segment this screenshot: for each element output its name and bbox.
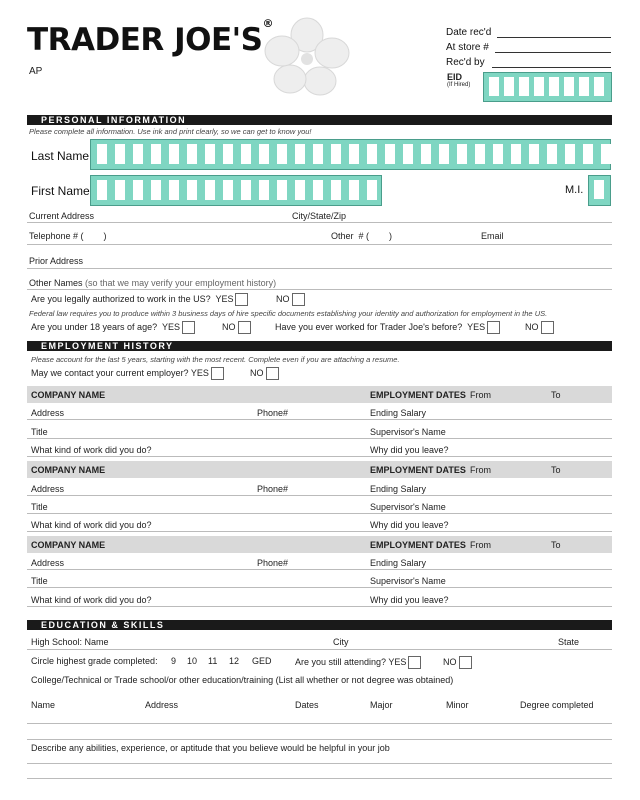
letter-cell[interactable] bbox=[493, 144, 503, 164]
company-2-from-label: From bbox=[470, 465, 491, 475]
letter-cell[interactable] bbox=[277, 144, 287, 164]
letter-cell[interactable] bbox=[223, 144, 233, 164]
high-school-line[interactable] bbox=[27, 649, 612, 650]
letter-cell[interactable] bbox=[223, 180, 233, 200]
company-2-supervisor-label: Supervisor's Name bbox=[370, 502, 446, 512]
letter-cell[interactable] bbox=[133, 180, 143, 200]
education-skills-header: EDUCATION & SKILLS bbox=[27, 620, 612, 630]
contact-no-checkbox[interactable] bbox=[266, 367, 279, 380]
company-3-title-label: Title bbox=[31, 576, 48, 586]
attending-no: NO bbox=[443, 656, 472, 669]
letter-cell[interactable] bbox=[151, 180, 161, 200]
contact-yes-checkbox[interactable] bbox=[211, 367, 224, 380]
letter-cell[interactable] bbox=[151, 144, 161, 164]
company-1-to-label: To bbox=[551, 390, 561, 400]
company-3-from-label: From bbox=[470, 540, 491, 550]
letter-cell[interactable] bbox=[133, 144, 143, 164]
company-2-dates-label: EMPLOYMENT DATES bbox=[370, 465, 466, 475]
contact-no: NO bbox=[250, 367, 279, 380]
abilities-label: Describe any abilities, experience, or aptitude that you believe would be helpful in your job bbox=[31, 743, 390, 753]
company-1-phone-label: Phone# bbox=[257, 408, 289, 418]
city-state-zip-label: City/State/Zip bbox=[292, 211, 347, 221]
column-address: Address bbox=[145, 700, 179, 710]
at-store-line[interactable] bbox=[495, 52, 611, 53]
letter-cell[interactable] bbox=[475, 144, 485, 164]
company-3-to-label: To bbox=[551, 540, 561, 550]
authorized-no: NO bbox=[276, 293, 305, 306]
federal-law-note: Federal law requires you to produce within 3 business days of hire specific documents establishing your identity and authorization for employment in the US. bbox=[29, 309, 548, 318]
letter-cell[interactable] bbox=[547, 144, 557, 164]
date-received-label: Date rec'd bbox=[446, 27, 492, 38]
company-2-to-label: To bbox=[551, 465, 561, 475]
prior-address-line[interactable] bbox=[27, 268, 612, 269]
letter-cell[interactable] bbox=[295, 144, 305, 164]
eid-badge: EID (If Hired) bbox=[447, 72, 471, 88]
company-3-title-line[interactable] bbox=[27, 587, 612, 588]
letter-cell[interactable] bbox=[331, 144, 341, 164]
letter-cell[interactable] bbox=[403, 144, 413, 164]
grade-10-option[interactable]: 10 bbox=[187, 656, 198, 666]
letter-cell[interactable] bbox=[421, 144, 431, 164]
attending-yes-checkbox[interactable] bbox=[408, 656, 421, 669]
letter-cell[interactable] bbox=[115, 144, 125, 164]
email-label: Email bbox=[481, 231, 504, 241]
letter-cell[interactable] bbox=[205, 144, 215, 164]
form-code: AP bbox=[29, 66, 43, 77]
worked-before-yes-checkbox[interactable] bbox=[487, 321, 500, 334]
company-2-work-label: What kind of work did you do? bbox=[31, 520, 152, 530]
company-3-address-line[interactable] bbox=[27, 569, 612, 570]
current-address-label: Current Address bbox=[29, 211, 95, 221]
column-degree-completed: Degree completed bbox=[520, 700, 594, 710]
trader-joes-logo: TRADER JOE'S® bbox=[27, 16, 273, 58]
column-name: Name bbox=[31, 700, 56, 710]
abilities-line-2[interactable] bbox=[27, 778, 612, 779]
worked-before-question: Have you ever worked for Trader Joe's before? YES bbox=[275, 321, 500, 334]
letter-cell[interactable] bbox=[241, 144, 251, 164]
letter-cell[interactable] bbox=[457, 144, 467, 164]
letter-cell[interactable] bbox=[565, 144, 575, 164]
company-1-supervisor-label: Supervisor's Name bbox=[370, 427, 446, 437]
company-2-title-label: Title bbox=[31, 502, 48, 512]
letter-cell[interactable] bbox=[511, 144, 521, 164]
other-names-label: Other Names (so that we may verify your employment history) bbox=[29, 278, 277, 288]
grade-12-option[interactable]: 12 bbox=[229, 656, 240, 666]
high-school-state-label: State bbox=[558, 637, 580, 647]
personal-instructions: Please complete all information. Use ink and print clearly, so we can get to know you! bbox=[29, 127, 312, 136]
employment-history-header: EMPLOYMENT HISTORY bbox=[27, 341, 612, 351]
letter-cell[interactable] bbox=[97, 144, 107, 164]
other-phone-label: Other # ( ) bbox=[331, 231, 393, 241]
under18-no-checkbox[interactable] bbox=[238, 321, 251, 334]
company-3-salary-label: Ending Salary bbox=[370, 558, 427, 568]
hibiscus-flower-icon bbox=[262, 17, 352, 97]
company-1-leave-label: Why did you leave? bbox=[370, 445, 449, 455]
company-3-address-label: Address bbox=[31, 558, 65, 568]
first-name-input-boxes[interactable] bbox=[90, 175, 382, 206]
letter-cell[interactable] bbox=[331, 180, 341, 200]
company-3-dates-label: EMPLOYMENT DATES bbox=[370, 540, 466, 550]
worked-before-no-checkbox[interactable] bbox=[541, 321, 554, 334]
letter-cell[interactable] bbox=[439, 144, 449, 164]
company-3-leave-label: Why did you leave? bbox=[370, 595, 449, 605]
column-major: Major bbox=[370, 700, 393, 710]
authorized-question: Are you legally authorized to work in the US? YES bbox=[31, 293, 248, 306]
worked-before-no: NO bbox=[525, 321, 554, 334]
letter-cell[interactable] bbox=[295, 180, 305, 200]
letter-cell[interactable] bbox=[169, 180, 179, 200]
letter-cell[interactable] bbox=[367, 180, 377, 200]
company-2-salary-label: Ending Salary bbox=[370, 484, 427, 494]
letter-cell[interactable] bbox=[313, 144, 323, 164]
letter-cell[interactable] bbox=[349, 180, 359, 200]
highest-grade-label: Circle highest grade completed: bbox=[31, 656, 158, 666]
high-school-label: High School: Name bbox=[31, 637, 109, 647]
letter-cell[interactable] bbox=[241, 180, 251, 200]
college-label: College/Technical or Trade school/or other education/training (List all whether or not degree was obtained) bbox=[31, 675, 454, 685]
company-1-header bbox=[27, 386, 612, 403]
company-1-title-label: Title bbox=[31, 427, 48, 437]
company-1-address-line[interactable] bbox=[27, 419, 612, 420]
company-2-address-label: Address bbox=[31, 484, 65, 494]
date-received-line[interactable] bbox=[497, 37, 611, 38]
column-dates: Dates bbox=[295, 700, 319, 710]
education-row-line-2[interactable] bbox=[27, 739, 612, 740]
eid-input-boxes[interactable] bbox=[483, 72, 612, 102]
letter-cell[interactable] bbox=[349, 144, 359, 164]
company-2-name-label: COMPANY NAME bbox=[31, 465, 106, 475]
letter-cell[interactable] bbox=[115, 180, 125, 200]
first-name-label: First Name bbox=[31, 184, 90, 198]
letter-cell[interactable] bbox=[367, 144, 377, 164]
letter-cell[interactable] bbox=[205, 180, 215, 200]
received-by-line[interactable] bbox=[492, 67, 611, 68]
letter-cell[interactable] bbox=[187, 180, 197, 200]
other-names-line[interactable] bbox=[27, 289, 612, 290]
company-1-address-label: Address bbox=[31, 408, 65, 418]
telephone-line[interactable] bbox=[27, 244, 612, 245]
middle-initial-label: M.I. bbox=[565, 184, 584, 196]
last-name-label: Last Name bbox=[31, 149, 90, 163]
company-2-phone-label: Phone# bbox=[257, 484, 289, 494]
employment-instructions: Please account for the last 5 years, starting with the most recent. Complete even if you are attaching a resume. bbox=[31, 355, 400, 364]
prior-address-label: Prior Address bbox=[29, 256, 84, 266]
current-address-line[interactable] bbox=[27, 222, 612, 223]
letter-cell[interactable] bbox=[529, 144, 539, 164]
company-3-header bbox=[27, 536, 612, 553]
company-2-header bbox=[27, 461, 612, 478]
column-minor: Minor bbox=[446, 700, 469, 710]
letter-cell[interactable] bbox=[601, 144, 611, 164]
contact-employer-question: May we contact your current employer? YES bbox=[31, 367, 224, 380]
abilities-line-1[interactable] bbox=[27, 763, 612, 764]
letter-cell[interactable] bbox=[583, 144, 593, 164]
middle-initial-input-box[interactable] bbox=[588, 175, 611, 206]
company-3-work-line[interactable] bbox=[27, 606, 612, 607]
letter-cell[interactable] bbox=[187, 144, 197, 164]
authorized-yes-checkbox[interactable] bbox=[235, 293, 248, 306]
company-2-work-line[interactable] bbox=[27, 531, 612, 532]
attending-no-checkbox[interactable] bbox=[459, 656, 472, 669]
letter-cell[interactable] bbox=[313, 180, 323, 200]
received-by-label: Rec'd by bbox=[446, 57, 485, 68]
company-2-title-line[interactable] bbox=[27, 513, 612, 514]
company-2-leave-label: Why did you leave? bbox=[370, 520, 449, 530]
personal-information-header: PERSONAL INFORMATION bbox=[27, 115, 612, 125]
company-3-work-label: What kind of work did you do? bbox=[31, 595, 152, 605]
company-1-from-label: From bbox=[470, 390, 491, 400]
company-3-supervisor-label: Supervisor's Name bbox=[370, 576, 446, 586]
company-2-address-line[interactable] bbox=[27, 495, 612, 496]
letter-cell[interactable] bbox=[259, 144, 269, 164]
company-1-work-label: What kind of work did you do? bbox=[31, 445, 152, 455]
letter-cell[interactable] bbox=[277, 180, 287, 200]
education-row-line-1[interactable] bbox=[27, 723, 612, 724]
company-1-title-line[interactable] bbox=[27, 438, 612, 439]
still-attending-question: Are you still attending? YES bbox=[295, 656, 421, 669]
grade-ged-option[interactable]: GED bbox=[252, 656, 272, 666]
telephone-label: Telephone # ( ) bbox=[29, 231, 107, 241]
grade-11-option[interactable]: 11 bbox=[208, 656, 218, 666]
high-school-city-label: City bbox=[333, 637, 349, 647]
last-name-input-boxes[interactable] bbox=[90, 139, 611, 170]
company-1-work-line[interactable] bbox=[27, 456, 612, 457]
letter-cell[interactable] bbox=[97, 180, 107, 200]
company-3-name-label: COMPANY NAME bbox=[31, 540, 106, 550]
under18-question: Are you under 18 years of age? YES bbox=[31, 321, 195, 334]
at-store-label: At store # bbox=[446, 42, 489, 53]
letter-cell[interactable] bbox=[385, 144, 395, 164]
company-1-name-label: COMPANY NAME bbox=[31, 390, 106, 400]
under18-yes-checkbox[interactable] bbox=[182, 321, 195, 334]
authorized-no-checkbox[interactable] bbox=[292, 293, 305, 306]
company-1-salary-label: Ending Salary bbox=[370, 408, 427, 418]
grade-9-option[interactable]: 9 bbox=[171, 656, 177, 666]
letter-cell[interactable] bbox=[259, 180, 269, 200]
company-1-dates-label: EMPLOYMENT DATES bbox=[370, 390, 466, 400]
under18-no: NO bbox=[222, 321, 251, 334]
company-3-phone-label: Phone# bbox=[257, 558, 289, 568]
letter-cell[interactable] bbox=[169, 144, 179, 164]
